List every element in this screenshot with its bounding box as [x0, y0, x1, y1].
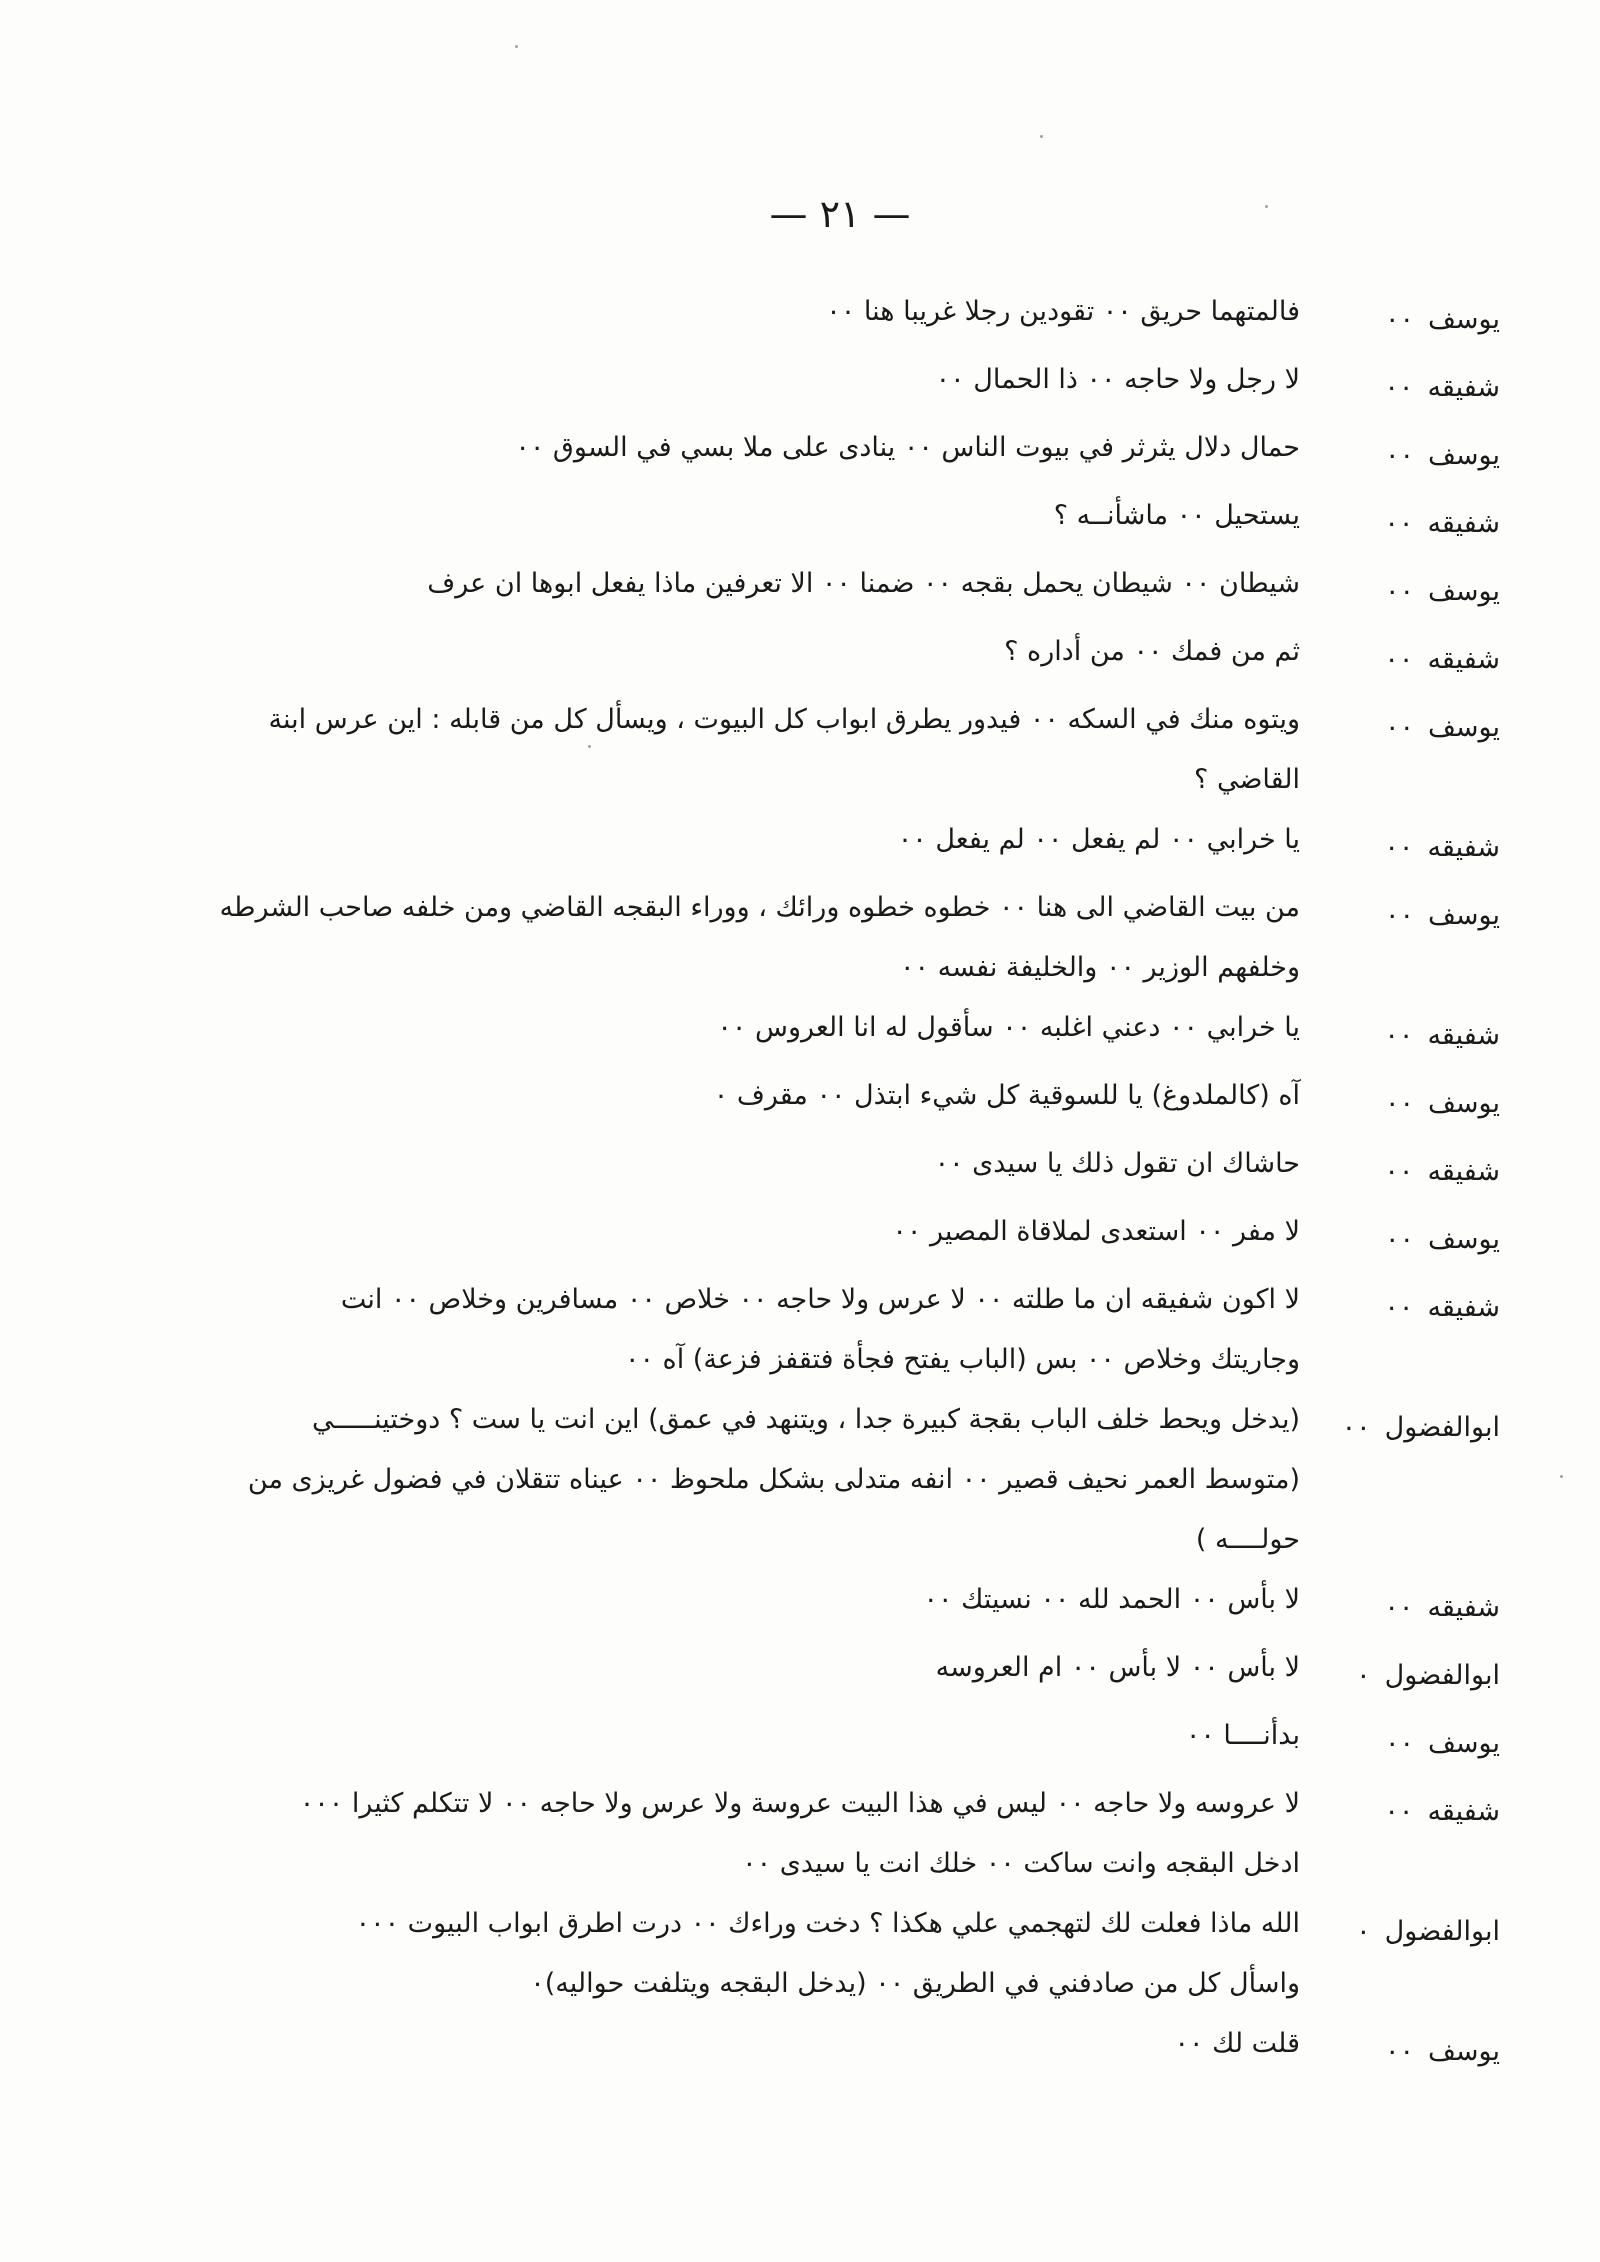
speech-line: فالمتهما حريق ٠٠ تقودين رجلا غريبا هنا ٠٠	[826, 296, 1300, 327]
dialogue-entry	[80, 1066, 1500, 1134]
speech-text	[80, 998, 1340, 1058]
dialogue-entry	[80, 878, 1500, 998]
speaker-dots: ٠٠	[1384, 2036, 1414, 2067]
speech-text	[80, 554, 1340, 614]
speaker-name: شفيقه	[1427, 1020, 1500, 1051]
speaker-label	[1340, 1066, 1500, 1134]
dialogue-entry	[80, 554, 1500, 622]
dialogue-script	[80, 282, 1500, 2082]
speech-text	[80, 2014, 1340, 2074]
speech-text	[80, 878, 1340, 998]
speech-line: واسأل كل من صادفني في الطريق ٠٠ (يدخل البقجه ويتلفت حواليه)٠	[530, 1968, 1300, 1999]
speaker-label	[1340, 554, 1500, 622]
speaker-dots: ٠٠	[1384, 1020, 1414, 1051]
speech-line: (يدخل ويحط خلف الباب بقجة كبيرة جدا ، ويتنهد في عمق) اين انت يا ست ؟ دوختينـــــي	[312, 1404, 1300, 1435]
speech-text	[80, 622, 1340, 682]
speech-text	[80, 1570, 1340, 1630]
speech-line: قلت لك ٠٠	[1174, 2028, 1300, 2059]
speaker-dots: ٠٠	[1384, 644, 1414, 675]
speech-text	[80, 810, 1340, 870]
speaker-dots: ٠٠	[1341, 1412, 1371, 1443]
speaker-label	[1340, 2014, 1500, 2082]
speaker-name: يوسف	[1427, 304, 1500, 335]
speaker-name: يوسف	[1427, 2036, 1500, 2067]
speaker-name: شفيقه	[1427, 372, 1500, 403]
speech-text	[80, 1066, 1340, 1126]
speaker-name: ابوالفضول	[1384, 1412, 1500, 1443]
dialogue-entry	[80, 2014, 1500, 2082]
speaker-dots: ٠٠	[1384, 1592, 1414, 1623]
speaker-label	[1340, 1270, 1500, 1338]
dialogue-entry	[80, 1638, 1500, 1706]
speaker-dots: ٠	[1356, 1916, 1371, 1947]
speaker-label	[1340, 998, 1500, 1066]
speech-text	[80, 1706, 1340, 1766]
dialogue-entry	[80, 1270, 1500, 1390]
speaker-name: شفيقه	[1427, 1592, 1500, 1623]
speech-line: وجاريتك وخلاص ٠٠ بس (الباب يفتح فجأة فتقفز فزعة) آه ٠٠	[624, 1344, 1300, 1375]
speech-line: لا عروسه ولا حاجه ٠٠ ليس في هذا البيت عروسة ولا عرس ولا حاجه ٠٠ لا تتكلم كثيرا ٠٠٠	[299, 1788, 1300, 1819]
speck-mark	[1560, 1475, 1563, 1478]
speech-line: القاضي ؟	[1194, 764, 1300, 795]
speck-mark	[1265, 205, 1268, 208]
dialogue-entry	[80, 690, 1500, 810]
speech-line: شيطان ٠٠ شيطان يحمل بقجه ٠٠ ضمنا ٠٠ الا تعرفين ماذا يفعل ابوها ان عرف	[427, 568, 1300, 599]
speech-text	[80, 350, 1340, 410]
speaker-name: شفيقه	[1427, 644, 1500, 675]
speaker-label	[1340, 486, 1500, 554]
speaker-name: ابوالفضول	[1384, 1916, 1500, 1947]
speck-mark	[1040, 135, 1043, 138]
speech-text	[80, 1774, 1340, 1894]
speech-line: بدأنــــا ٠٠	[1185, 1720, 1300, 1751]
speech-text	[80, 1638, 1340, 1698]
speaker-dots: ٠٠	[1384, 1088, 1414, 1119]
dialogue-entry	[80, 810, 1500, 878]
speech-line: وخلفهم الوزير ٠٠ والخليفة نفسه ٠٠	[900, 952, 1300, 983]
speech-text	[80, 1202, 1340, 1262]
speaker-dots: ٠٠	[1384, 1728, 1414, 1759]
speaker-label	[1340, 350, 1500, 418]
speech-text	[80, 1894, 1340, 2014]
speaker-label	[1340, 622, 1500, 690]
speech-line: لا بأس ٠٠ الحمد لله ٠٠ نسيتك ٠٠	[923, 1584, 1300, 1615]
speaker-name: يوسف	[1427, 712, 1500, 743]
speaker-dots: ٠٠	[1384, 1224, 1414, 1255]
speaker-dots: ٠٠	[1384, 712, 1414, 743]
speaker-label	[1340, 1774, 1500, 1842]
speaker-dots: ٠٠	[1384, 1796, 1414, 1827]
speech-line: لا بأس ٠٠ لا بأس ٠٠ ام العروسه	[935, 1652, 1300, 1683]
dialogue-entry	[80, 486, 1500, 554]
speech-text	[80, 1270, 1340, 1390]
speech-line: لا رجل ولا حاجه ٠٠ ذا الحمال ٠٠	[935, 364, 1300, 395]
speaker-name: شفيقه	[1427, 1292, 1500, 1323]
speech-text	[80, 690, 1340, 810]
speaker-label	[1340, 1706, 1500, 1774]
speaker-name: شفيقه	[1427, 1156, 1500, 1187]
speaker-name: ابوالفضول	[1384, 1660, 1500, 1691]
speaker-dots: ٠٠	[1384, 900, 1414, 931]
speaker-label	[1340, 1202, 1500, 1270]
speech-text	[80, 1134, 1340, 1194]
speaker-dots: ٠٠	[1384, 1156, 1414, 1187]
speech-line: حمال دلال يثرثر في بيوت الناس ٠٠ ينادى على ملا بسي في السوق ٠٠	[515, 432, 1300, 463]
speck-mark	[515, 45, 518, 48]
speaker-label	[1340, 282, 1500, 350]
speaker-name: يوسف	[1427, 576, 1500, 607]
dialogue-entry	[80, 1202, 1500, 1270]
dialogue-entry	[80, 350, 1500, 418]
speech-text	[80, 486, 1340, 546]
speech-line: حاشاك ان تقول ذلك يا سيدى ٠٠	[934, 1148, 1300, 1179]
speech-line: (متوسط العمر نحيف قصير ٠٠ انفه متدلى بشكل ملحوظ ٠٠ عيناه تتقلان في فضول غريزى من	[247, 1464, 1300, 1495]
speech-line: الله ماذا فعلت لك لتهجمي علي هكذا ؟ دخت وراءك ٠٠ درت اطرق ابواب البيوت ٠٠٠	[355, 1908, 1300, 1939]
speaker-dots: ٠٠	[1384, 440, 1414, 471]
speaker-dots: ٠٠	[1384, 304, 1414, 335]
speaker-name: يوسف	[1427, 440, 1500, 471]
speech-line: ثم من فمك ٠٠ من أداره ؟	[1004, 636, 1300, 667]
speaker-label	[1340, 1570, 1500, 1638]
speech-line: ادخل البقجه وانت ساكت ٠٠ خلك انت يا سيدى ٠٠	[742, 1848, 1300, 1879]
speaker-label	[1340, 1894, 1500, 1962]
speech-line: يا خرابي ٠٠ لم يفعل ٠٠ لم يفعل ٠٠	[897, 824, 1300, 855]
speech-line: ويتوه منك في السكه ٠٠ فيدور يطرق ابواب كل البيوت ، ويسأل كل من قابله : اين عرس ابنة	[268, 704, 1300, 735]
speaker-label	[1340, 810, 1500, 878]
dialogue-entry	[80, 1134, 1500, 1202]
speaker-name: يوسف	[1427, 900, 1500, 931]
speaker-dots: ٠	[1356, 1660, 1371, 1691]
dialogue-entry	[80, 1706, 1500, 1774]
speaker-label	[1340, 878, 1500, 946]
speech-line: من بيت القاضي الى هنا ٠٠ خطوه خطوه ورائك ، ووراء البقجه القاضي ومن خلفه صاحب الشرطه	[219, 892, 1300, 923]
speaker-dots: ٠٠	[1384, 508, 1414, 539]
dialogue-entry	[80, 418, 1500, 486]
speech-line: يا خرابي ٠٠ دعني اغلبه ٠٠ سأقول له انا العروس ٠٠	[717, 1012, 1300, 1043]
speaker-name: يوسف	[1427, 1728, 1500, 1759]
speaker-label	[1340, 1638, 1500, 1706]
speech-line: حولــــه )	[1195, 1524, 1300, 1555]
speaker-name: يوسف	[1427, 1088, 1500, 1119]
speaker-name: شفيقه	[1427, 1796, 1500, 1827]
speech-text	[80, 418, 1340, 478]
page-number: — ٢١ —	[769, 192, 911, 236]
dialogue-entry	[80, 1774, 1500, 1894]
speech-line: لا مفر ٠٠ استعدى لملاقاة المصير ٠٠	[892, 1216, 1300, 1247]
speaker-dots: ٠٠	[1384, 1292, 1414, 1323]
speaker-dots: ٠٠	[1384, 576, 1414, 607]
speaker-name: شفيقه	[1427, 508, 1500, 539]
speech-text	[80, 1390, 1340, 1570]
dialogue-entry	[80, 1894, 1500, 2014]
dialogue-entry	[80, 282, 1500, 350]
dialogue-entry	[80, 1390, 1500, 1570]
speech-line: آه (كالملدوغ) يا للسوقية كل شيء ابتذل ٠٠ مقرف ٠	[713, 1080, 1300, 1111]
speech-text	[80, 282, 1340, 342]
speech-line: يستحيل ٠٠ ماشأنــه ؟	[1053, 500, 1300, 531]
speaker-label	[1340, 690, 1500, 758]
speaker-label	[1340, 1390, 1500, 1458]
speaker-name: شفيقه	[1427, 832, 1500, 863]
speaker-label	[1340, 418, 1500, 486]
dialogue-entry	[80, 1570, 1500, 1638]
speech-line: لا اكون شفيقه ان ما طلته ٠٠ لا عرس ولا حاجه ٠٠ خلاص ٠٠ مسافرين وخلاص ٠٠ انت	[340, 1284, 1300, 1315]
speaker-label	[1340, 1134, 1500, 1202]
dialogue-entry	[80, 622, 1500, 690]
speaker-dots: ٠٠	[1384, 832, 1414, 863]
dialogue-entry	[80, 998, 1500, 1066]
speaker-name: يوسف	[1427, 1224, 1500, 1255]
speaker-dots: ٠٠	[1384, 372, 1414, 403]
